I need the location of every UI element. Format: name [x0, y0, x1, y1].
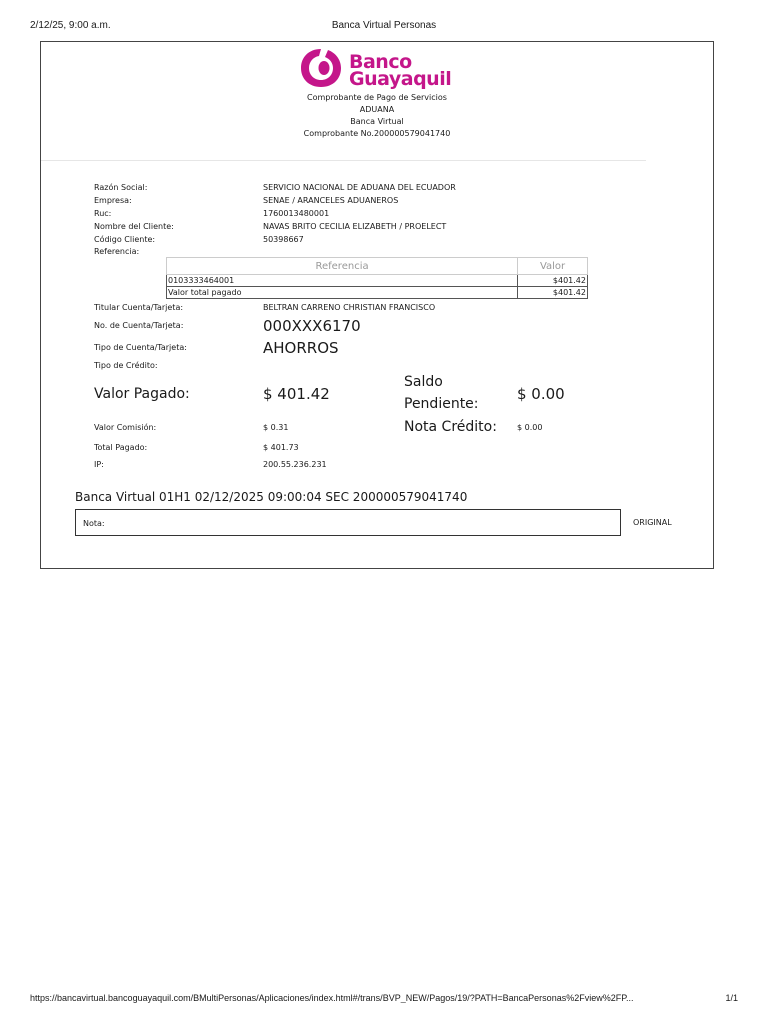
print-header — [30, 20, 738, 34]
empresa-label: Empresa: — [94, 196, 132, 205]
receipt-heading — [41, 92, 713, 140]
ruc-label: Ruc: — [94, 209, 112, 218]
empresa-value: SENAE / ARANCELES ADUANEROS — [263, 196, 399, 205]
heading-channel: Banca Virtual — [350, 117, 404, 126]
print-page-title: Banca Virtual Personas — [331, 20, 437, 31]
nombre-cliente-label: Nombre del Cliente: — [94, 222, 174, 231]
table-row — [167, 275, 588, 287]
reference-table — [166, 257, 588, 299]
col-header-referencia: Referencia — [167, 258, 518, 275]
receipt — [40, 41, 714, 569]
logo-text-guayaquil: Guayaquil — [349, 68, 452, 90]
reference-table-header — [167, 258, 588, 275]
total-pagado-label: Total Pagado: — [94, 443, 148, 452]
nombre-cliente-value: NAVAS BRITO CECILIA ELIZABETH / PROELECT — [263, 222, 447, 231]
numero-cuenta-label: No. de Cuenta/Tarjeta: — [94, 321, 184, 330]
heading-type: Comprobante de Pago de Servicios — [307, 93, 447, 102]
codigo-cliente-value: 50398667 — [263, 235, 304, 244]
valor-pagado-value: $ 401.42 — [263, 385, 330, 403]
razon-social-label: Razón Social: — [94, 183, 148, 192]
tipo-credito-label: Tipo de Crédito: — [94, 361, 158, 370]
valor-pagado-label: Valor Pagado: — [94, 386, 190, 402]
tipo-cuenta-label: Tipo de Cuenta/Tarjeta: — [94, 343, 187, 352]
tipo-cuenta-value: AHORROS — [263, 339, 339, 357]
header-divider — [41, 160, 646, 161]
print-footer — [30, 993, 738, 1007]
print-date: 2/12/25, 9:00 a.m. — [30, 20, 111, 31]
valor-cell: $401.42 — [518, 287, 588, 299]
bank-logo — [297, 46, 467, 92]
ip-value: 200.55.236.231 — [263, 460, 327, 469]
transaction-line: Banca Virtual 01H1 02/12/2025 09:00:04 SEC 200000579041740 — [75, 490, 468, 504]
valor-comision-value: $ 0.31 — [263, 423, 289, 432]
titular-value: BELTRAN CARRENO CHRISTIAN FRANCISCO — [263, 303, 436, 312]
ref-cell: Valor total pagado — [167, 287, 518, 299]
ruc-value: 1760013480001 — [263, 209, 330, 218]
razon-social-value: SERVICIO NACIONAL DE ADUANA DEL ECUADOR — [263, 183, 456, 192]
codigo-cliente-label: Código Cliente: — [94, 235, 156, 244]
saldo-pendiente-label-2: Pendiente: — [404, 396, 479, 412]
valor-comision-label: Valor Comisión: — [94, 423, 157, 432]
bank-logo-icon — [297, 46, 345, 90]
referencia-label: Referencia: — [94, 247, 140, 256]
nota-credito-label: Nota Crédito: — [404, 419, 497, 435]
numero-cuenta-value: 000XXX6170 — [263, 317, 361, 335]
print-url: https://bancavirtual.bancoguayaquil.com/BMultiPersonas/Aplicaciones/index.html#/trans/BVP_NEW/Pagos/19/?PATH=BancaPersonas%2Fview%2FP... — [30, 993, 634, 1003]
total-pagado-value: $ 401.73 — [263, 443, 299, 452]
logo-text-banco: Banco — [349, 51, 412, 73]
table-row — [167, 287, 588, 299]
ip-label: IP: — [94, 460, 104, 469]
titular-label: Titular Cuenta/Tarjeta: — [94, 303, 184, 312]
nota-credito-value: $ 0.00 — [517, 423, 543, 432]
heading-service: ADUANA — [359, 105, 395, 114]
page-number: 1/1 — [725, 993, 738, 1003]
nota-label: Nota: — [83, 519, 105, 528]
col-header-valor: Valor — [518, 258, 588, 275]
original-label: ORIGINAL — [633, 518, 672, 527]
heading-receipt-number: Comprobante No.200000579041740 — [303, 129, 451, 138]
valor-cell: $401.42 — [518, 275, 588, 287]
saldo-pendiente-label-1: Saldo — [404, 374, 443, 390]
nota-box — [75, 509, 621, 536]
ref-cell: 0103333464001 — [167, 275, 518, 287]
saldo-pendiente-value: $ 0.00 — [517, 385, 565, 403]
